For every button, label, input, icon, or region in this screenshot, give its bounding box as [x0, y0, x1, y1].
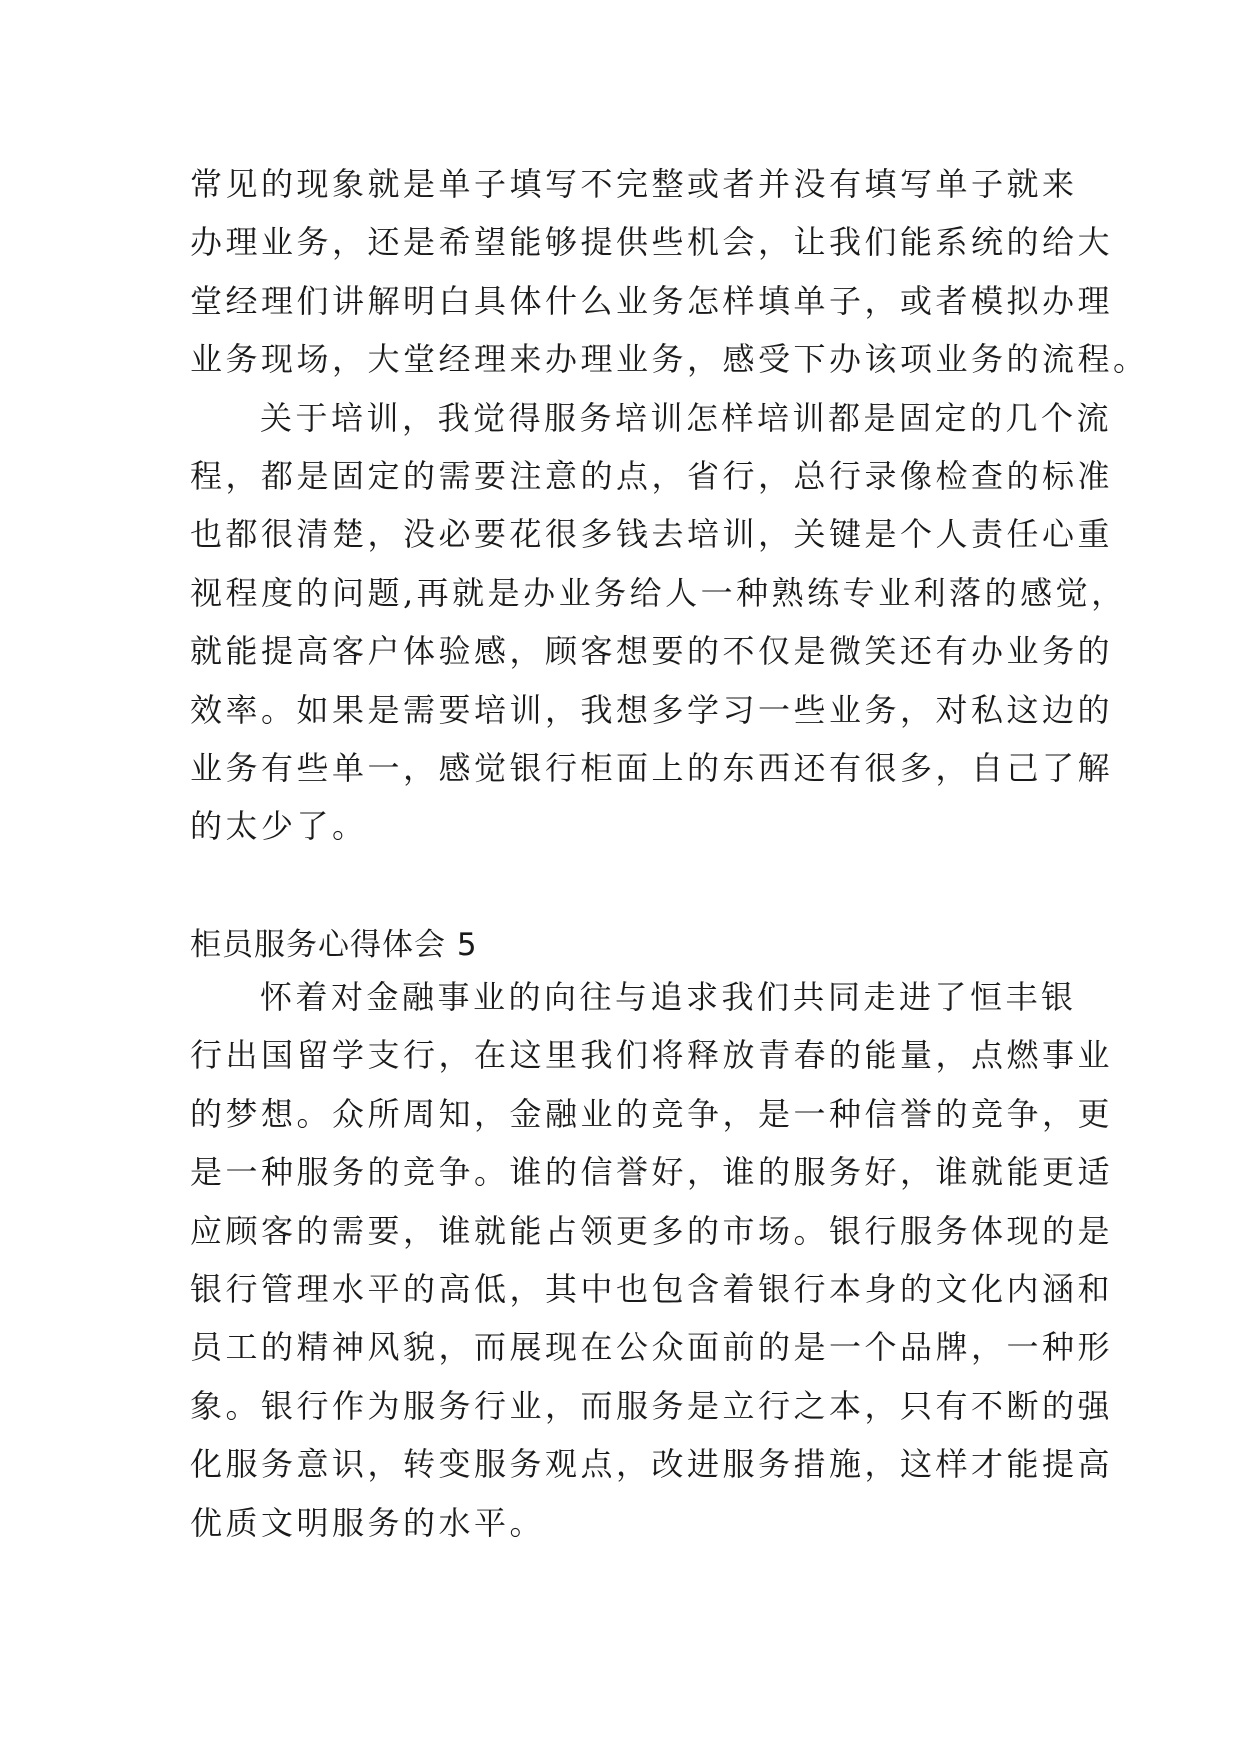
- text-line: 常见的现象就是单子填写不完整或者并没有填写单子就来: [190, 165, 1078, 203]
- text-line: 的梦想。众所周知，金融业的竞争，是一种信誉的竞争，更: [190, 1094, 1114, 1133]
- text-line: 业务有些单一，感觉银行柜面上的东西还有很多，自己了解: [190, 748, 1114, 787]
- paragraph-start-line: 怀着对金融事业的向往与追求我们共同走进了恒丰银: [260, 978, 1077, 1016]
- text-line: 视程度的问题,再就是办业务给人一种熟练专业利落的感觉，: [190, 573, 1127, 612]
- text-line: 程，都是固定的需要注意的点，省行，总行录像检查的标准: [190, 456, 1114, 495]
- section-title: 柜员服务心得体会 5: [190, 927, 478, 963]
- text-line: 堂经理们讲解明白具体什么业务怎样填单子，或者模拟办理: [190, 281, 1114, 320]
- text-line: 行出国留学支行，在这里我们将释放青春的能量，点燃事业: [190, 1036, 1114, 1075]
- text-line: 象。银行作为服务行业，而服务是立行之本，只有不断的强: [190, 1386, 1114, 1425]
- text-line: 优质文明服务的水平。: [190, 1503, 546, 1542]
- text-line: 银行管理水平的高低，其中也包含着银行本身的文化内涵和: [190, 1269, 1114, 1308]
- text-line: 员工的精神风貌，而展现在公众面前的是一个品牌，一种形: [190, 1328, 1114, 1367]
- text-line: 业务现场，大堂经理来办理业务，感受下办该项业务的流程。: [190, 340, 1149, 379]
- text-line: 效率。如果是需要培训，我想多学习一些业务，对私这边的: [190, 690, 1114, 729]
- text-line: 办理业务，还是希望能够提供些机会，让我们能系统的给大: [190, 223, 1114, 262]
- text-line: 是一种服务的竞争。谁的信誉好，谁的服务好，谁就能更适: [190, 1153, 1114, 1192]
- text-line: 就能提高客户体验感，顾客想要的不仅是微笑还有办业务的: [190, 632, 1114, 671]
- text-line: 的太少了。: [190, 807, 368, 846]
- text-line: 化服务意识，转变服务观点，改进服务措施，这样才能提高: [190, 1445, 1114, 1484]
- paragraph-start-line: 关于培训，我觉得服务培训怎样培训都是固定的几个流: [260, 398, 1113, 437]
- text-line: 也都很清楚，没必要花很多钱去培训，关键是个人责任心重: [190, 515, 1114, 554]
- passage-1: [190, 155, 1149, 856]
- text-line: 应顾客的需要，谁就能占领更多的市场。银行服务体现的是: [190, 1211, 1114, 1250]
- passage-2: [190, 968, 1114, 1552]
